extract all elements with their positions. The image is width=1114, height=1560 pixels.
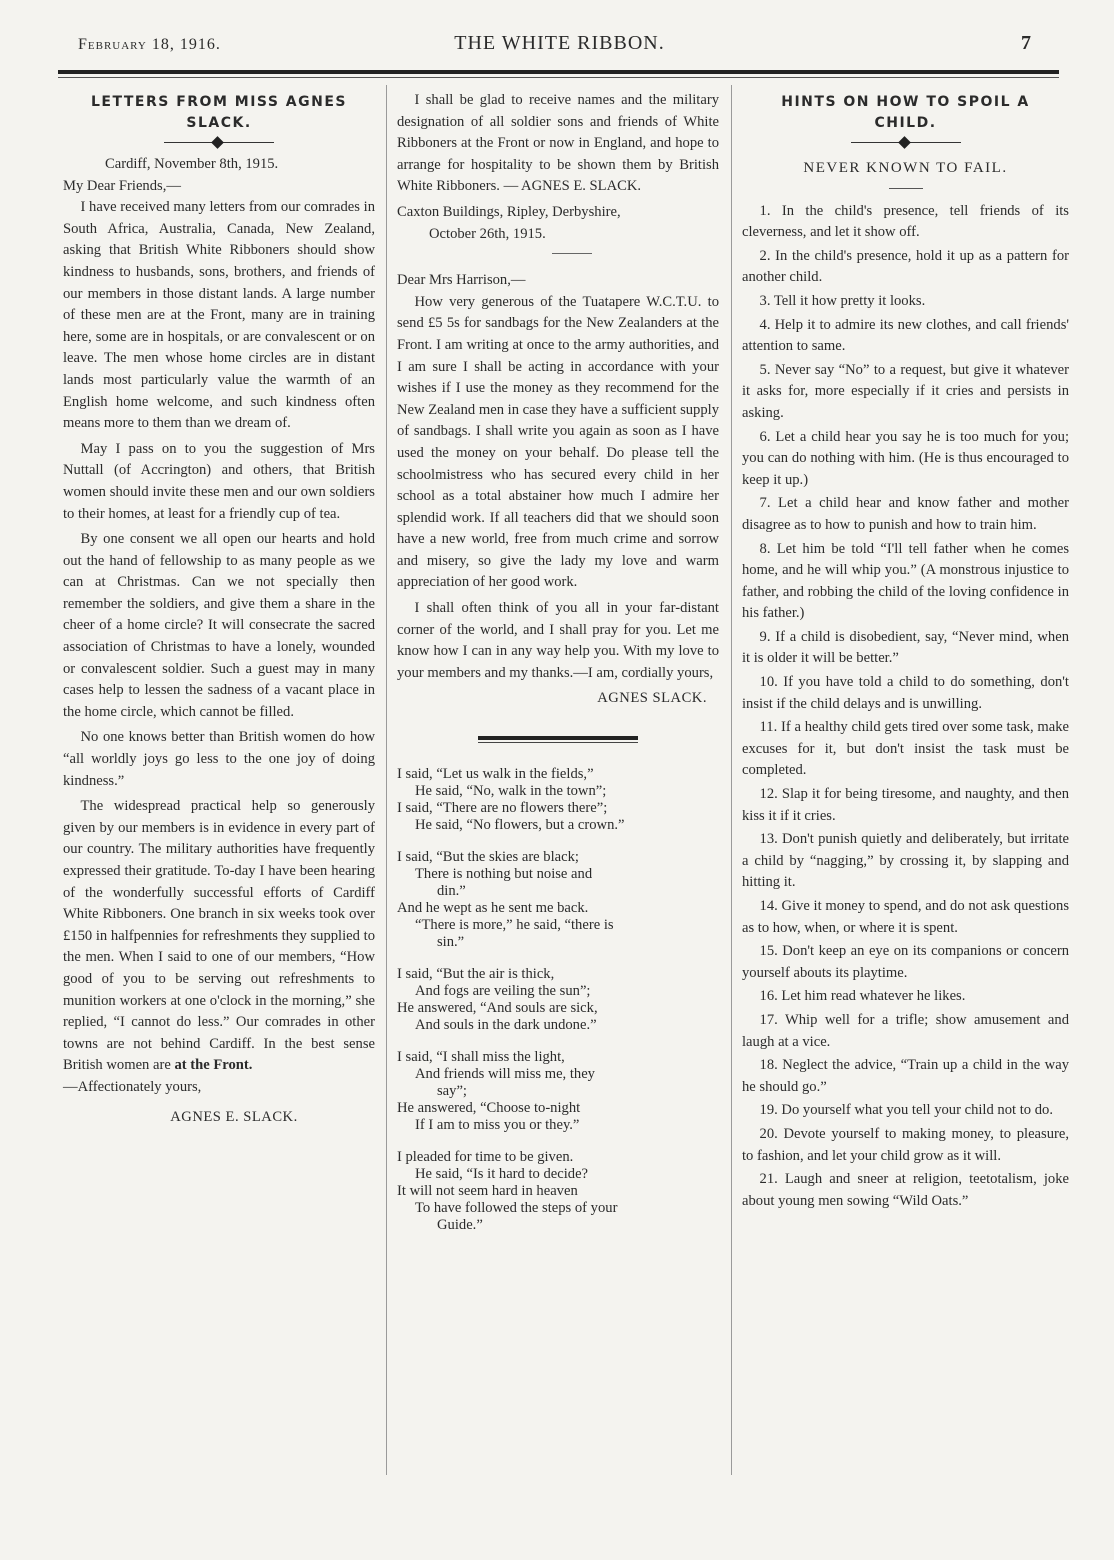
hint-item: 13. Don't punish quietly and deliberately, but irritate a child by “nagging,” by crossing it, by slapping and hitting it. (742, 831, 1069, 891)
hint-item: 4. Help it to admire its new clothes, and call friends' attention to same. (742, 316, 1069, 355)
hint-item: 6. Let a child hear you say he is too much for you; you can do nothing with him. (He is thus encouraged to keep it up.) (742, 428, 1069, 488)
section-rule (478, 736, 638, 744)
short-divider (552, 253, 592, 254)
poem-stanza: I said, “But the skies are black; There is nothing but noise and din.” And he wept as he sent me back. “There is more,” he said, “there is sin.” (397, 849, 614, 951)
page-number: 7 (1021, 32, 1031, 54)
hint-item: 10. If you have told a child to do something, don't insist if the child delays and is unwilling. (742, 674, 1069, 712)
poem (397, 766, 719, 1234)
hint-item: 9. If a child is disobedient, say, “Never mind, when it is older it will be better.” (742, 628, 1069, 667)
address-line: Caxton Buildings, Ripley, Derbyshire, (397, 203, 621, 220)
hint-item: 16. Let him read whatever he likes. (759, 988, 966, 1005)
request-paragraph: I shall be glad to receive names and the military designation of all soldier sons and friends of White Ribboners at the Front or now in England, and hope to arrange for hospitality to be shown them by British White Ribboners. — AGNES E. SLACK. (397, 92, 719, 195)
short-divider (889, 188, 923, 189)
address-date: October 26th, 1915. (429, 225, 546, 242)
hint-item: 3. Tell it how pretty it looks. (759, 292, 926, 309)
poem-stanza: I said, “Let us walk in the fields,” He said, “No, walk in the town”; I said, “There are no flowers there”; He said, “No flowers, but a crown.” (397, 766, 625, 834)
hint-item: 7. Let a child hear and know father and mother disagree as to how to punish and how to train him. (742, 495, 1069, 533)
hint-item: 15. Don't keep an eye on its companions or concern yourself abouts its playtime. (742, 943, 1069, 981)
hint-item: 14. Give it money to spend, and do not ask questions as to how, when, or where it is spent. (742, 898, 1069, 936)
letter-paragraph: By one consent we all open our hearts and hold out the hand of fellowship to as many people as we can at Christmas. Can we not specially then remember the soldiers, and give them a share in the cheer of a home circle? It will consecrate the sacred association of Christmas to have a lonely, wounded or convalescent soldier. Such a guest may in many cases help to lessen the sadness of a vacant place in the home circle, which cannot be filled. (63, 531, 375, 720)
hint-item: 5. Never say “No” to a request, but give it whatever it asks for, more especially if it cries and persists in asking. (742, 361, 1069, 421)
ornament-divider (164, 138, 274, 148)
ornament-divider (851, 138, 961, 148)
second-letter-paragraph: I shall often think of you all in your far-distant corner of the world, and I shall pray for you. Let me know how I can in any way help you. With my love to your members and my thanks.—I am, cordially yours, (397, 600, 719, 681)
issue-date: February 18, 1916. (78, 36, 221, 53)
letter-signature: AGNES E. SLACK. (170, 1108, 298, 1125)
middle-column (397, 88, 719, 1249)
hints-column (742, 88, 1069, 1214)
second-letter-salutation: Dear Mrs Harrison,— (397, 272, 526, 289)
publication-title: THE WHITE RIBBON. (454, 32, 665, 54)
hint-item: 2. In the child's presence, hold it up as a pattern for another child. (742, 247, 1069, 286)
hint-item: 18. Neglect the advice, “Train up a child in the way he should go.” (742, 1057, 1069, 1095)
bold-phrase: at the Front. (174, 1057, 253, 1074)
hint-item: 11. If a healthy child gets tired over some task, make excuses for it, but don't insist the task must be completed. (742, 719, 1069, 779)
poem-stanza: I said, “But the air is thick, And fogs are veiling the sun”; He answered, “And souls are sick, And souls in the dark undone.” (397, 966, 598, 1034)
poem-stanza: I pleaded for time to be given. He said, “Is it hard to decide? It will not seem hard in heaven To have followed the steps of your Guide.” (397, 1149, 618, 1234)
letters-column (63, 88, 375, 1128)
hint-item: 12. Slap it for being tiresome, and naughty, and then kiss it if it cries. (742, 786, 1069, 824)
hint-item: 8. Let him be told “I'll tell father when he comes home, and he will whip you.” (A monstrous injustice to father, and robbing the child of the loving confidence in his father.) (742, 540, 1069, 622)
letter-closing: —Affectionately yours, (63, 1078, 202, 1095)
masthead-rule-thin (58, 77, 1059, 78)
hint-item: 1. In the child's presence, tell friends of its cleverness, and let it show off. (742, 202, 1069, 241)
letter-paragraph-final: The widespread practical help so generously given by our members is in evidence in every part of our country. The military authorities have frequently expressed their gratitude. To-day I have been hearing of the wonderfully successful efforts of Cardiff White Ribboners. One branch in six weeks took over £150 in halfpennies for refreshments they supplied to the men. When I said to one of our members, “How good of you to be serving out refreshments to munition workers at one o'clock in the morning,” she replied, “I cannot do less.” Our comrades in other towns are not behind Cardiff. In the best sense British women are at the Front. (63, 798, 375, 1074)
column-divider-left (386, 85, 387, 1475)
second-letter-paragraph: How very generous of the Tuatapere W.C.T.U. to send £5 5s for sandbags for the New Zealanders at the Front. I am writing at once to the army authorities, and I am sure I shall be acting in accordance with your wishes if I use the money as they recommend for the New Zealand men in case they have a sufficient supply of sandbags. I shall write you again as soon as I have used the money on your behalf. Do please tell the schoolmistress who has secured every child in her school as a total abstainer how much I admire her splendid work. If all teachers did that we should soon have a new world, free from much crime and sorrow and misery, so give the lady my love and warm appreciation of her good work. (397, 293, 719, 591)
hints-list (742, 201, 1069, 1213)
masthead-rule (58, 70, 1059, 74)
letter-dateline: Cardiff, November 8th, 1915. (105, 156, 279, 172)
hint-item: 20. Devote yourself to making money, to pleasure, to fashion, and let your child grow as it will. (742, 1125, 1069, 1164)
hint-item: 21. Laugh and sneer at religion, teetotalism, joke about young men sowing “Wild Oats.” (742, 1171, 1069, 1209)
hints-heading: HINTS ON HOW TO SPOIL A CHILD. (781, 94, 1030, 131)
column-divider-right (731, 85, 732, 1475)
poem-stanza: I said, “I shall miss the light, And friends will miss me, they say”; He answered, “Choose to-night If I am to miss you or they.” (397, 1049, 595, 1134)
letters-heading: LETTERS FROM MISS AGNES SLACK. (91, 94, 347, 131)
letter-paragraph: May I pass on to you the suggestion of Mrs Nuttall (of Accrington) and others, that British women should invite these men and our own soldiers to their homes, at least for a friendly cup of tea. (63, 440, 375, 522)
hints-subheading: NEVER KNOWN TO FAIL. (803, 160, 1008, 176)
hint-item: 17. Whip well for a trifle; show amusement and laugh at a vice. (742, 1011, 1069, 1050)
second-letter-signature: AGNES SLACK. (597, 690, 707, 707)
hint-item: 19. Do yourself what you tell your child not to do. (759, 1102, 1053, 1119)
masthead (60, 30, 1059, 62)
letter-paragraph: No one knows better than British women do how “all worldly joys go less to the one joy of doing kindness.” (63, 729, 375, 789)
letter-salutation: My Dear Friends,— (63, 177, 181, 194)
letter-paragraph: I have received many letters from our comrades in South Africa, Australia, Canada, New Zealand, asking that British White Ribboners should show kindness to husbands, sons, brothers, and friends of our members in those distant lands. A large number of these men are at the Front, many are in training here, some are in hospitals, or are convalescent or on leave. The men whose home circles are in distant lands most particularly value the warmth of an English home welcome, and such kindness often means more to them than we dream of. (63, 199, 375, 432)
